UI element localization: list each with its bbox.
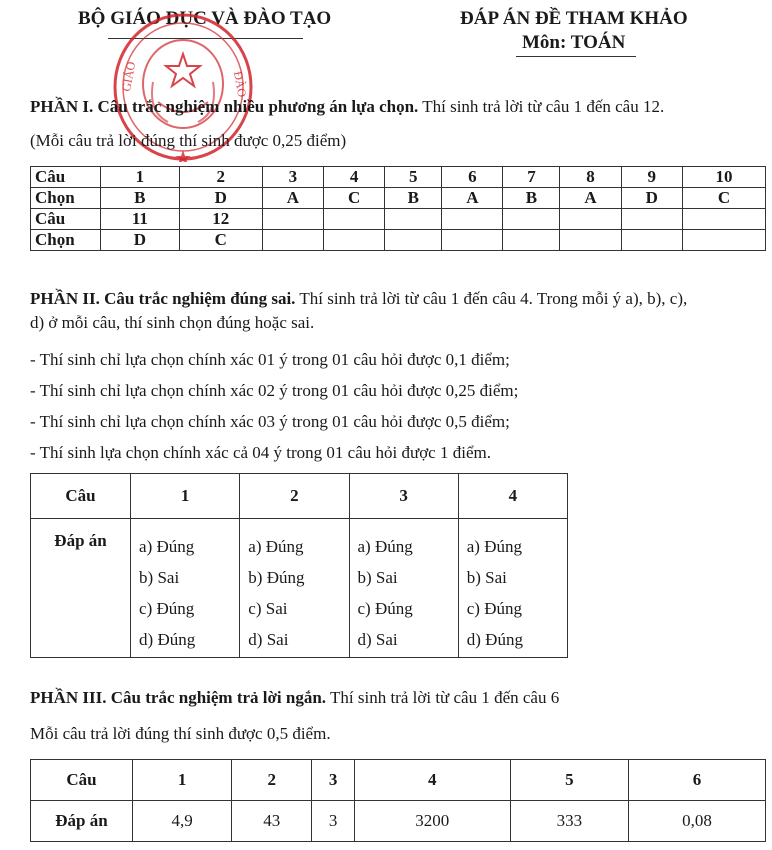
subject-label: Môn: TOÁN [522,32,626,53]
question-number: 2 [232,760,312,801]
question-number: 10 [682,167,765,188]
answer-option: c) Đúng [466,599,522,618]
answer-cell: A [442,188,503,209]
row-label: Đáp án [31,801,133,842]
answer-option: a) Đúng [357,537,413,556]
answer-option: c) Đúng [139,599,195,618]
empty-cell [503,209,560,230]
row-label: Chọn [31,230,101,251]
part1-heading-bold: PHẦN I. Câu trắc nghiệm nhiều phương án lựa chọn. [30,97,419,116]
question-number: 12 [179,209,262,230]
part2-rule: - Thí sinh chỉ lựa chọn chính xác 01 ý trong 01 câu hỏi được 0,1 điểm; [30,350,510,369]
table-row [31,760,766,801]
answer-option: b) Sai [139,568,180,587]
answer-cell: D [621,188,682,209]
empty-cell [324,209,385,230]
answer-option: b) Sai [357,568,398,587]
empty-cell [262,209,323,230]
part3-answer-table [30,759,766,842]
question-number: 9 [621,167,682,188]
question-number: 1 [131,474,240,519]
answer-option: d) Đúng [466,630,523,649]
column-label: Câu [31,760,133,801]
question-number: 11 [101,209,180,230]
empty-cell [560,209,621,230]
answer-cell: 3200 [354,801,510,842]
empty-cell [385,230,442,251]
question-number: 3 [262,167,323,188]
row-label: Đáp án [31,519,131,658]
row-label: Câu [31,167,101,188]
question-number: 4 [458,474,567,519]
answer-option: d) Sai [357,630,398,649]
part2-rule: - Thí sinh lựa chọn chính xác cả 04 ý trong 01 câu hỏi được 1 điểm. [30,443,491,462]
answer-cell: 4,9 [133,801,232,842]
empty-cell [560,230,621,251]
part2-rule: - Thí sinh chỉ lựa chọn chính xác 02 ý trong 01 câu hỏi được 0,25 điểm; [30,381,519,400]
subject-underline [516,56,636,57]
table-row [31,167,766,188]
question-number: 2 [240,474,349,519]
answer-cell: B [385,188,442,209]
part2-heading-bold: PHẦN II. Câu trắc nghiệm đúng sai. [30,289,296,308]
question-number: 4 [324,167,385,188]
question-number: 6 [628,760,765,801]
question-number: 1 [101,167,180,188]
answer-cell [131,519,240,658]
answer-cell: A [262,188,323,209]
answer-option: a) Đúng [248,537,304,556]
table-row [31,801,766,842]
answer-cell: C [682,188,765,209]
part3-heading-rest: Thí sinh trả lời từ câu 1 đến câu 6 [326,688,560,707]
question-number: 4 [354,760,510,801]
table-row [31,209,766,230]
empty-cell [442,230,503,251]
table-row [31,519,568,658]
part1-answer-table [30,166,766,251]
table-row [31,474,568,519]
answer-cell: 43 [232,801,312,842]
table-row [31,188,766,209]
empty-cell [262,230,323,251]
part3-heading-bold: PHẦN III. Câu trắc nghiệm trả lời ngắn. [30,688,327,707]
question-number: 7 [503,167,560,188]
answer-option: b) Đúng [248,568,305,587]
answer-option: d) Sai [248,630,289,649]
empty-cell [385,209,442,230]
answer-option: a) Đúng [139,537,195,556]
answer-cell: 3 [312,801,354,842]
answer-option: c) Sai [248,599,288,618]
answer-cell [458,519,567,658]
empty-cell [503,230,560,251]
answer-cell: B [503,188,560,209]
ministry-underline [108,38,303,39]
part2-heading-line2: d) ở mỗi câu, thí sinh chọn đúng hoặc sai. [30,313,315,332]
answer-option: d) Đúng [139,630,196,649]
question-number: 8 [560,167,621,188]
empty-cell [682,230,765,251]
answer-option: c) Đúng [357,599,413,618]
part1-heading-rest: Thí sinh trả lời từ câu 1 đến câu 12. [418,97,665,116]
question-number: 5 [510,760,628,801]
answer-option: a) Đúng [466,537,522,556]
row-label: Chọn [31,188,101,209]
part2-heading-rest: Thí sinh trả lời từ câu 1 đến câu 4. Trong mỗi ý a), b), c), [295,289,688,308]
question-number: 6 [442,167,503,188]
answer-cell: C [324,188,385,209]
answer-cell: D [179,188,262,209]
question-number: 1 [133,760,232,801]
answer-cell: D [101,230,180,251]
question-number: 2 [179,167,262,188]
question-number: 3 [349,474,458,519]
ministry-name: BỘ GIÁO DỤC VÀ ĐÀO TẠO [78,8,332,29]
part2-rule: - Thí sinh chỉ lựa chọn chính xác 03 ý trong 01 câu hỏi được 0,5 điểm; [30,412,510,431]
part2-answer-table [30,473,568,658]
answer-cell [349,519,458,658]
table-row [31,230,766,251]
empty-cell [682,209,765,230]
question-number: 5 [385,167,442,188]
document-title: ĐÁP ÁN ĐỀ THAM KHẢO [460,8,688,29]
column-label: Câu [31,474,131,519]
empty-cell [621,230,682,251]
seal-text-left: GIÁO [119,60,139,93]
empty-cell [621,209,682,230]
answer-cell: 0,08 [628,801,765,842]
answer-cell: A [560,188,621,209]
question-number: 3 [312,760,354,801]
answer-cell [240,519,349,658]
answer-cell: 333 [510,801,628,842]
part1-heading [30,97,664,117]
answer-cell: B [101,188,180,209]
empty-cell [324,230,385,251]
part2-heading [30,289,687,309]
part3-heading [30,688,559,708]
answer-cell: C [179,230,262,251]
part3-note: Mỗi câu trả lời đúng thí sinh được 0,5 điểm. [30,724,331,743]
answer-option: b) Sai [466,568,507,587]
seal-text-right: ĐÀO [231,70,250,99]
row-label: Câu [31,209,101,230]
empty-cell [442,209,503,230]
part1-note: (Mỗi câu trả lời đúng thí sinh được 0,25 điểm) [30,131,347,150]
